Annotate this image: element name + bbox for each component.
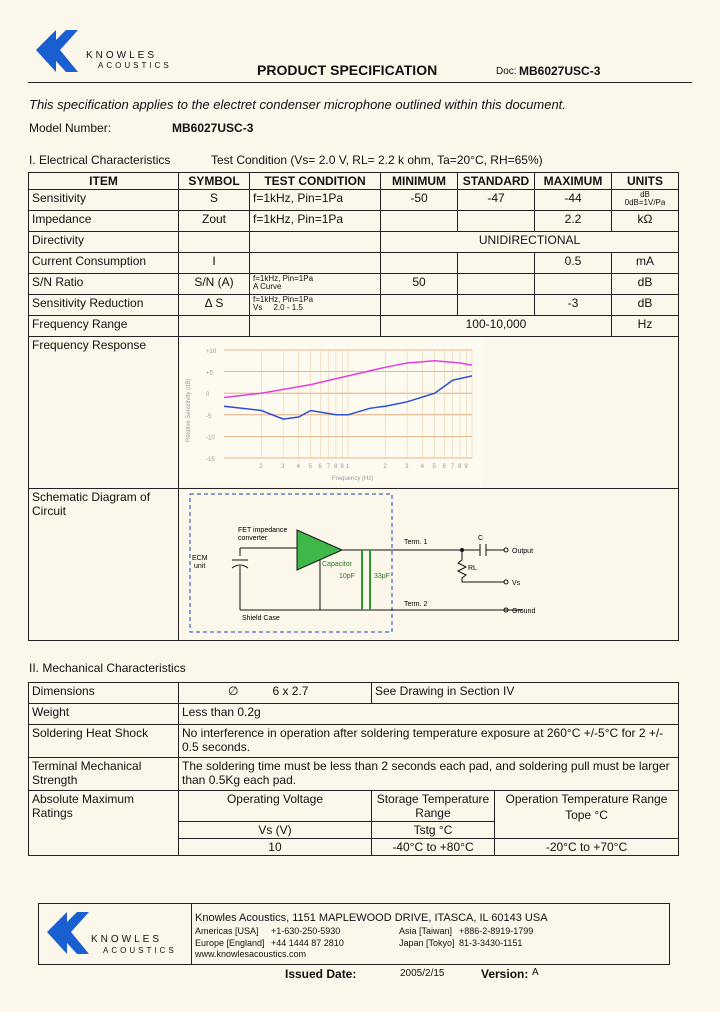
- vs-value: 10: [179, 839, 372, 856]
- schematic-label-line1: Schematic Diagram of: [32, 490, 151, 504]
- europe-phone: +44 1444 87 2810: [271, 938, 344, 948]
- x-tick-label: 5: [432, 464, 437, 470]
- table-row: [29, 274, 679, 295]
- row-value: The soldering time must be less than 2 seconds each pad, and soldering pull must be larger than 0.5Kg each pad.: [179, 758, 679, 791]
- y-tick-label: +5: [206, 370, 213, 377]
- capacitor-label: Capacitor: [322, 561, 352, 568]
- mechanical-table: [28, 682, 679, 856]
- resistor-rl: [458, 550, 504, 582]
- schematic-label: [29, 489, 179, 641]
- col-item: ITEM: [29, 173, 179, 190]
- y-tick-label: 0: [206, 392, 210, 399]
- row-unit: dB: [612, 274, 679, 295]
- knowles-logo-icon: [34, 28, 88, 74]
- col-maximum: MAXIMUM: [535, 173, 612, 190]
- x-tick-label: 2: [259, 464, 263, 470]
- ecm-label: ECM: [192, 555, 208, 562]
- brand-subname: ACOUSTICS: [98, 61, 172, 70]
- schematic-label-line2: Circuit: [32, 504, 67, 518]
- row-unit: kΩ: [612, 211, 679, 232]
- cap-c-label: C: [478, 535, 484, 542]
- row-std: [458, 274, 535, 295]
- electrical-table: [28, 172, 679, 641]
- cond-line3: 2.0 - 1.5: [273, 303, 303, 312]
- row-item: Impedance: [29, 211, 179, 232]
- x-tick-label: 1: [346, 464, 350, 470]
- vs-terminal: [504, 580, 508, 584]
- col-symbol: SYMBOL: [179, 173, 250, 190]
- label-line1: Absolute Maximum: [32, 792, 135, 806]
- row-unit: Hz: [612, 316, 679, 337]
- row-min: [381, 211, 458, 232]
- version-label: Version:: [481, 967, 529, 981]
- model-label: Model Number:: [29, 121, 112, 135]
- section2-title: II. Mechanical Characteristics: [29, 661, 186, 675]
- row-max: -44: [535, 190, 612, 211]
- row-min: [381, 295, 458, 316]
- footer-brand: KNOWLES: [91, 934, 163, 945]
- table-header-row: [29, 173, 679, 190]
- row-unit: dB: [612, 295, 679, 316]
- table-row: [29, 791, 679, 822]
- asia-phone: +886-2-8919-1799: [459, 926, 534, 936]
- row-symbol: [179, 232, 250, 253]
- y-tick-label: -10: [206, 435, 215, 442]
- brand-logo: [34, 28, 194, 74]
- row-std: [458, 253, 535, 274]
- op-voltage-header: Operating Voltage: [179, 791, 372, 822]
- term1-label: Term. 1: [404, 539, 428, 546]
- ecm-label-2: unit: [194, 563, 206, 570]
- y-axis-label: Relative Sensitivity (dB): [186, 378, 192, 442]
- op-temp-header-cell: [494, 791, 678, 839]
- x-tick-label: 7: [326, 464, 331, 470]
- x-tick-label: 6: [318, 464, 322, 470]
- model-value: MB6027USC-3: [172, 121, 254, 135]
- row-condition: f=1kHz, Pin=1Pa: [250, 211, 381, 232]
- fet-label-2: converter: [238, 535, 268, 542]
- row-symbol: Zout: [179, 211, 250, 232]
- row-symbol: [179, 316, 250, 337]
- frequency-response-chart: [182, 338, 482, 484]
- x-tick-label: 3: [405, 464, 409, 470]
- row-unit: [612, 190, 679, 211]
- table-row: [29, 316, 679, 337]
- table-row: [29, 211, 679, 232]
- tstg-value: -40°C to +80°C: [371, 839, 494, 856]
- row-min: -50: [381, 190, 458, 211]
- page-title: PRODUCT SPECIFICATION: [257, 62, 438, 78]
- version-value: A: [532, 967, 539, 978]
- row-label: Weight: [29, 704, 179, 725]
- x-tick-label: 3: [281, 464, 285, 470]
- diameter-symbol: ∅: [228, 684, 239, 698]
- row-unit: mA: [612, 253, 679, 274]
- table-row: [29, 295, 679, 316]
- table-row: [29, 489, 679, 641]
- row-min: 50: [381, 274, 458, 295]
- tope-value: -20°C to +70°C: [494, 839, 678, 856]
- row-std: [458, 211, 535, 232]
- brand-name: KNOWLES: [86, 50, 158, 61]
- col-standard: STANDARD: [458, 173, 535, 190]
- y-tick-label: -5: [206, 413, 212, 420]
- row-label: Dimensions: [29, 683, 179, 704]
- europe-label: Europe [England]: [195, 938, 265, 948]
- tstg-label: Tstg °C: [371, 822, 494, 839]
- footer-box: [38, 903, 670, 965]
- row-max: -3: [535, 295, 612, 316]
- rl-label: RL: [468, 565, 477, 572]
- table-row: [29, 683, 679, 704]
- table-row: [29, 337, 679, 489]
- col-units: UNITS: [612, 173, 679, 190]
- intro-text: This specification applies to the electret condenser microphone outlined within this document.: [29, 97, 566, 112]
- row-std: -47: [458, 190, 535, 211]
- row-label: [29, 791, 179, 856]
- x-tick-label: 8: [333, 464, 338, 470]
- row-item: Sensitivity: [29, 190, 179, 211]
- storage-temp-header: Storage Temperature Range: [371, 791, 494, 822]
- row-std: [458, 295, 535, 316]
- test-condition: Test Condition (Vs= 2.0 V, RL= 2.2 k ohm, Ta=20°C, RH=65%): [211, 153, 543, 167]
- y-tick-label: +10: [206, 349, 217, 355]
- table-row: [29, 253, 679, 274]
- americas-label: Americas [USA]: [195, 926, 259, 936]
- cond-line2: A Curve: [253, 282, 282, 291]
- row-item: S/N Ratio: [29, 274, 179, 295]
- x-tick-label: 2: [383, 464, 387, 470]
- company-address: Knowles Acoustics, 1151 MAPLEWOOD DRIVE, ITASCA, IL 60143 USA: [195, 912, 548, 924]
- label-line2: Strength: [32, 773, 78, 787]
- section1-title: I. Electrical Characteristics: [29, 153, 171, 167]
- row-value: Less than 0.2g: [179, 704, 679, 725]
- row-symbol: S/N (A): [179, 274, 250, 295]
- label-line2: Ratings: [32, 806, 73, 820]
- unit-ref: 0dB=1V/Pa: [624, 198, 666, 207]
- row-condition: [250, 295, 381, 316]
- row-max: 2.2: [535, 211, 612, 232]
- row-symbol: Δ S: [179, 295, 250, 316]
- row-condition: [250, 253, 381, 274]
- row-item: Current Consumption: [29, 253, 179, 274]
- x-tick-label: 7: [450, 464, 455, 470]
- schematic-cell: [179, 489, 679, 641]
- japan-label: Japan [Tokyo]: [399, 938, 455, 948]
- issued-date: 2005/2/15: [400, 968, 445, 979]
- asia-label: Asia [Taiwan]: [399, 926, 453, 936]
- vs-label: Vs (V): [179, 822, 372, 839]
- col-test-condition: TEST CONDITION: [250, 173, 381, 190]
- footer-logo-icon: [45, 910, 95, 956]
- term2-label: Term. 2: [404, 601, 428, 608]
- doc-number: MB6027USC-3: [519, 64, 601, 78]
- row-symbol: I: [179, 253, 250, 274]
- row-value: [179, 683, 372, 704]
- row-max: [535, 274, 612, 295]
- unit-db: dB: [640, 190, 650, 199]
- row-condition: [250, 232, 381, 253]
- cond-line2: Vs: [253, 303, 263, 312]
- row-max: 0.5: [535, 253, 612, 274]
- row-item: Frequency Range: [29, 316, 179, 337]
- cond-line1: f=1kHz, Pin=1Pa: [253, 295, 314, 304]
- tope-label: Tope °C: [565, 808, 608, 822]
- table-row: [29, 704, 679, 725]
- table-row: [29, 758, 679, 791]
- website-link[interactable]: www.knowlesacoustics.com: [195, 949, 307, 959]
- cond-line1: f=1kHz, Pin=1Pa: [253, 274, 314, 283]
- x-axis-label: Frequency (Hz): [332, 476, 374, 482]
- row-value: UNIDIRECTIONAL: [381, 232, 679, 253]
- col-minimum: MINIMUM: [381, 173, 458, 190]
- x-tick-label: 9: [340, 464, 344, 470]
- dimension-value: 6 x 2.7: [272, 684, 309, 698]
- americas-phone: +1-630-250-5930: [271, 926, 341, 936]
- row-label: [29, 758, 179, 791]
- capacitor-value-1: 10pF: [339, 573, 355, 580]
- row-min: [381, 253, 458, 274]
- row-item: Sensitivity Reduction: [29, 295, 179, 316]
- row-label: Soldering Heat Shock: [29, 725, 179, 758]
- japan-phone: 81-3-3430-1151: [459, 938, 523, 948]
- x-tick-label: 8: [457, 464, 462, 470]
- op-temp-header: Operation Temperature Range: [505, 792, 668, 806]
- row-value: No interference in operation after soldering temperature exposure at 260°C +/-5°C for 2 +/- 0.5 seconds.: [179, 725, 679, 758]
- row-condition: [250, 316, 381, 337]
- table-row: [29, 190, 679, 211]
- header-rule: [28, 82, 692, 83]
- doc-label: Doc:: [496, 66, 517, 77]
- table-row: [29, 232, 679, 253]
- label-line1: Terminal Mechanical: [32, 759, 142, 773]
- case-label: Shield Case: [242, 615, 280, 622]
- x-tick-label: 4: [420, 464, 424, 470]
- schematic-diagram: [182, 490, 542, 636]
- y-tick-label: -15: [206, 457, 215, 463]
- row-note: See Drawing in Section IV: [371, 683, 678, 704]
- row-condition: [250, 274, 381, 295]
- footer-divider: [191, 904, 192, 964]
- x-tick-label: 9: [464, 464, 468, 470]
- fet-label: FET impedance: [238, 527, 288, 534]
- freq-response-label: Frequency Response: [29, 337, 179, 489]
- footer-brand-sub: ACOUSTICS: [103, 946, 177, 955]
- row-value: 100-10,000: [381, 316, 612, 337]
- ground-label: Ground: [512, 608, 536, 615]
- x-tick-label: 4: [296, 464, 300, 470]
- issued-label: Issued Date:: [285, 967, 357, 981]
- output-label: Output: [512, 548, 534, 555]
- row-symbol: S: [179, 190, 250, 211]
- vs-label: Vs: [512, 580, 521, 587]
- row-item: Directivity: [29, 232, 179, 253]
- freq-response-cell: [179, 337, 679, 489]
- x-tick-label: 6: [442, 464, 446, 470]
- row-condition: f=1kHz, Pin=1Pa: [250, 190, 381, 211]
- output-terminal: [504, 548, 508, 552]
- x-tick-label: 5: [308, 464, 313, 470]
- capacitor-value-2: 33pF: [374, 573, 390, 580]
- table-row: [29, 725, 679, 758]
